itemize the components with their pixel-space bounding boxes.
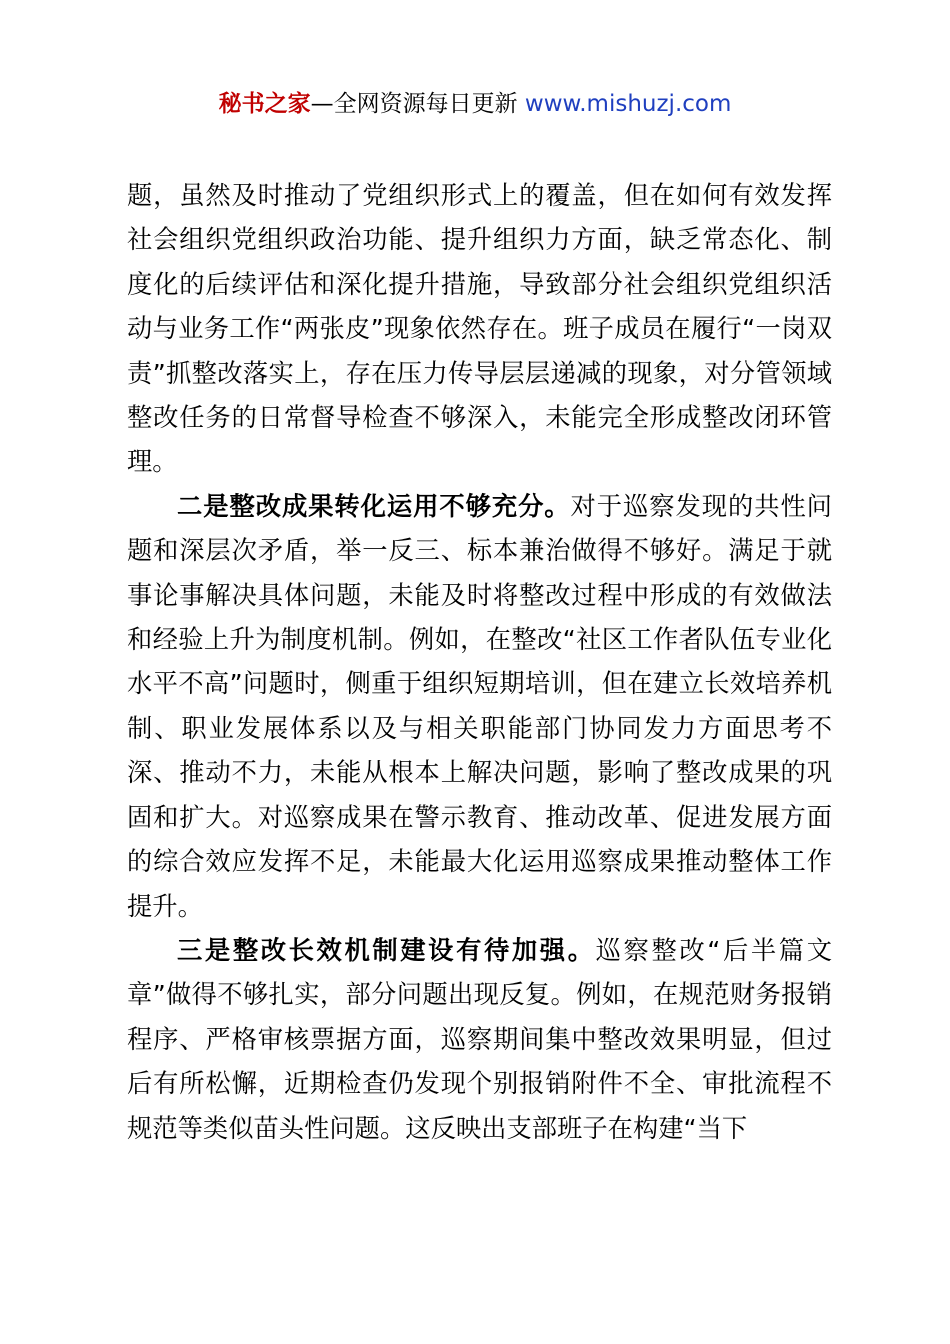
paragraph-text: 题，虽然及时推动了党组织形式上的覆盖，但在如何有效发挥社会组织党组织政治功能、提升组织力方面，缺乏常态化、制度化的后续评估和深化提升措施，导致部分社会组织党组织活动与业务工作“两张皮”现象依然存在。班子成员在履行“一岗双责”抓整改落实上，存在压力传导层层递减的现象，对分管领域整改任务的日常督导检查不够深入，未能完全形成整改闭环管理。: [127, 181, 832, 477]
brand-name: 秘书之家: [218, 91, 311, 117]
paragraph-point-three: [127, 929, 832, 1151]
site-url[interactable]: www.mishuzj.com: [524, 91, 732, 117]
header-tagline: —全网资源每日更新: [310, 91, 525, 117]
document-body: [127, 174, 832, 1151]
paragraph-continuation: [127, 174, 832, 485]
page-header: [0, 86, 950, 122]
paragraph-text: 巡察整改“后半篇文章”做得不够扎实，部分问题出现反复。例如，在规范财务报销程序、严格审核票据方面，巡察期间集中整改效果明显，但过后有所松懈，近期检查仍发现个别报销附件不全、审批流程不规范等类似苗头性问题。这反映出支部班子在构建“当下: [127, 935, 832, 1143]
paragraph-lead: 二是整改成果转化运用不够充分。: [177, 491, 571, 521]
paragraph-text: 对于巡察发现的共性问题和深层次矛盾，举一反三、标本兼治做得不够好。满足于就事论事解决具体问题，未能及时将整改过程中形成的有效做法和经验上升为制度机制。例如，在整改“社区工作者队伍专业化水平不高”问题时，侧重于组织短期培训，但在建立长效培养机制、职业发展体系以及与相关职能部门协同发力方面思考不深、推动不力，未能从根本上解决问题，影响了整改成果的巩固和扩大。对巡察成果在警示教育、推动改革、促进发展方面的综合效应发挥不足，未能最大化运用巡察成果推动整体工作提升。: [127, 491, 832, 921]
paragraph-lead: 三是整改长效机制建设有待加强。: [177, 935, 596, 965]
paragraph-point-two: [127, 485, 832, 929]
